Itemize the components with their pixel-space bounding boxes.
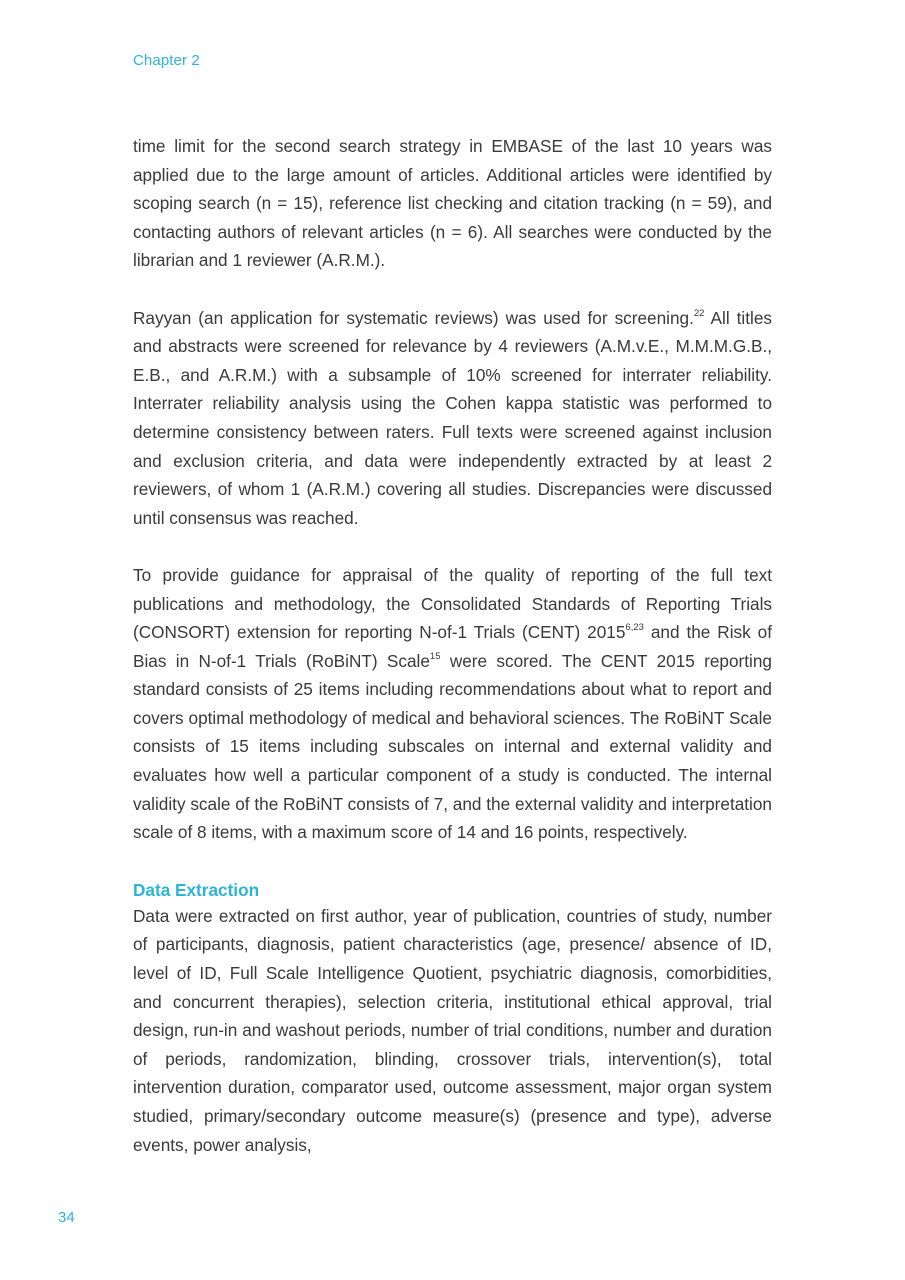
paragraph-appraisal-text-c: were scored. The CENT 2015 reporting standard consists of 25 items including recommendations about what to report and covers optimal methodology of medical and behavioral sciences. The RoBiNT Scale consists of 15 items including subscales on internal and external validity and evaluates how well a particular component of a study is conducted. The internal validity scale of the RoBiNT consists of 7, and the external validity and interpretation scale of 8 items, with a maximum score of 14 and 16 points, respectively. bbox=[133, 650, 772, 843]
paragraph-search-strategy: time limit for the second search strategy in EMBASE of the last 10 years was applied due to the large amount of articles. Additional articles were identified by scoping search (n = 15), reference list checking and citation tracking (n = 59), and contacting authors of relevant articles (n = 6). All searches were conducted by the librarian and 1 reviewer (A.R.M.). bbox=[133, 136, 772, 271]
paragraph-appraisal-text-a: To provide guidance for appraisal of the quality of reporting of the full text publications and methodology, the Consolidated Standards of Reporting Trials (CONSORT) extension for reporting N-of-1 Trials (CENT) 2015 bbox=[133, 564, 772, 643]
page-body bbox=[133, 132, 772, 1159]
citation-ref: 6,23 bbox=[625, 622, 644, 634]
paragraph-screening-text-b: All titles and abstracts were screened for relevance by 4 reviewers (A.M.v.E., M.M.M.G.B., E.B., and A.R.M.) with a subsample of 10% screened for interrater reliability. Interrater reliability analysis using the Cohen kappa statistic was performed to determine consistency between raters. Full texts were screened against inclusion and exclusion criteria, and data were independently extracted by at least 2 reviewers, of whom 1 (A.R.M.) covering all studies. Discrepancies were discussed until consensus was reached. bbox=[133, 307, 772, 528]
citation-ref: 22 bbox=[693, 307, 705, 319]
paragraph-screening bbox=[133, 304, 772, 533]
section-heading-data-extraction: Data Extraction bbox=[133, 879, 260, 900]
paragraph-appraisal bbox=[133, 561, 772, 847]
chapter-label: Chapter 2 bbox=[133, 52, 200, 69]
page-number: 34 bbox=[58, 1209, 75, 1226]
paragraph-data-extraction: Data were extracted on first author, year of publication, countries of study, number of participants, diagnosis, patient characteristics (age, presence/ absence of ID, level of ID, Full Scale Intelligence Quotient, psychiatric diagnosis, comorbidities, and concurrent therapies), selection criteria, institutional ethical approval, trial design, run-in and washout periods, number of trial conditions, number and duration of periods, randomization, blinding, crossover trials, intervention(s), total intervention duration, comparator used, outcome assessment, major organ system studied, primary/secondary outcome measure(s) (presence and type), adverse events, power analysis, bbox=[133, 905, 772, 1155]
citation-ref: 15 bbox=[429, 650, 441, 662]
paragraph-screening-text-a: Rayyan (an application for systematic reviews) was used for screening. bbox=[133, 307, 694, 328]
paragraph-appraisal-text-b: and the Risk of Bias in N-of-1 Trials (RoBiNT) Scale bbox=[133, 622, 772, 671]
